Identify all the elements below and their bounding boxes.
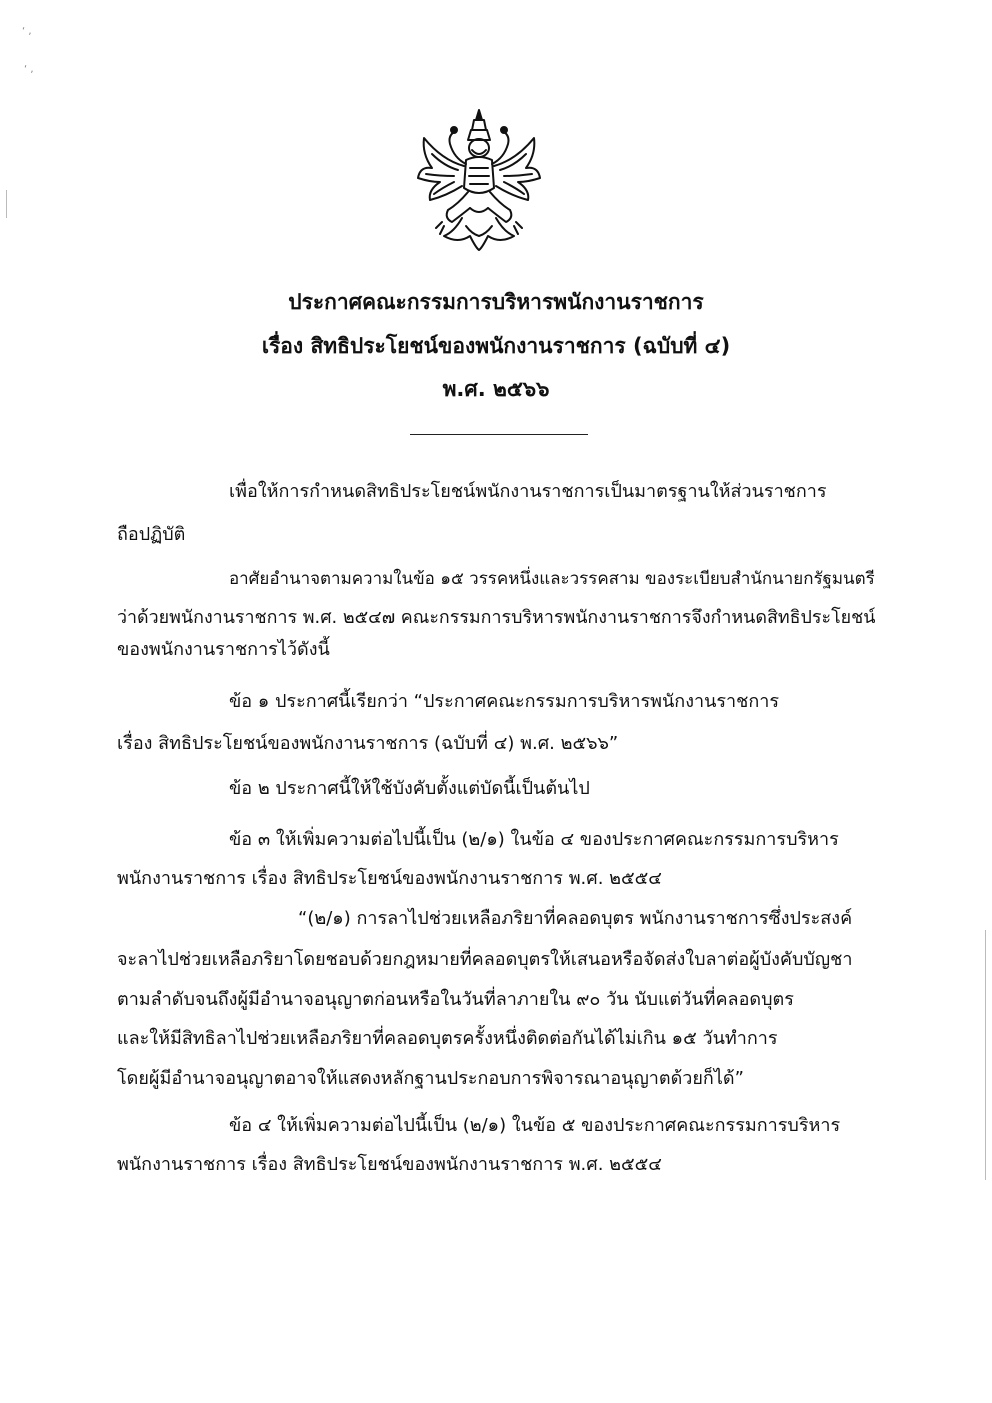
garuda-emblem-icon bbox=[414, 108, 544, 253]
quoted-text-line: “(๒/๑) การลาไปช่วยเหลือภริยาที่คลอดบุตร พนักงานราชการซึ่งประสงค์ bbox=[298, 908, 853, 929]
authority-line: ว่าด้วยพนักงานราชการ พ.ศ. ๒๕๔๗ คณะกรรมการบริหารพนักงานราชการจึงกำหนดสิทธิประโยชน์ bbox=[117, 607, 876, 628]
scan-edge-line bbox=[6, 190, 7, 218]
authority-line: ของพนักงานราชการไว้ดังนี้ bbox=[117, 639, 330, 660]
title-divider bbox=[410, 434, 588, 435]
clause-3-line: พนักงานราชการ เรื่อง สิทธิประโยชน์ของพนักงานราชการ พ.ศ. ๒๕๕๔ bbox=[117, 868, 662, 889]
quoted-text-line: และให้มีสิทธิลาไปช่วยเหลือภริยาที่คลอดบุตรครั้งหนึ่งติดต่อกันได้ไม่เกิน ๑๕ วันทำการ bbox=[117, 1028, 778, 1049]
quoted-text-line: ตามลำดับจนถึงผู้มีอำนาจอนุญาตก่อนหรือในวันที่ลาภายใน ๙๐ วัน นับแต่วันที่คลอดบุตร bbox=[117, 989, 794, 1010]
clause-3-line: ข้อ ๓ ให้เพิ่มความต่อไปนี้เป็น (๒/๑) ในข้อ ๔ ของประกาศคณะกรรมการบริหาร bbox=[229, 829, 839, 850]
authority-line: อาศัยอำนาจตามความในข้อ ๑๕ วรรคหนึ่งและวรรคสาม ของระเบียบสำนักนายกรัฐมนตรี bbox=[229, 568, 875, 588]
clause-1-line: เรื่อง สิทธิประโยชน์ของพนักงานราชการ (ฉบับที่ ๔) พ.ศ. ๒๕๖๖” bbox=[117, 733, 619, 754]
quoted-text-line: โดยผู้มีอำนาจอนุญาตอาจให้แสดงหลักฐานประกอบการพิจารณาอนุญาตด้วยก็ได้” bbox=[117, 1068, 744, 1089]
preamble-line: ถือปฏิบัติ bbox=[117, 524, 186, 545]
clause-4-line: ข้อ ๔ ให้เพิ่มความต่อไปนี้เป็น (๒/๑) ในข้อ ๕ ของประกาศคณะกรรมการบริหาร bbox=[229, 1115, 841, 1136]
clause-2-line: ข้อ ๒ ประกาศนี้ให้ใช้บังคับตั้งแต่บัดนี้เป็นต้นไป bbox=[229, 778, 590, 799]
announcement-subject: เรื่อง สิทธิประโยชน์ของพนักงานราชการ (ฉบับที่ ๔) bbox=[261, 334, 731, 358]
quoted-text-line: จะลาไปช่วยเหลือภริยาโดยชอบด้วยกฎหมายที่คลอดบุตรให้เสนอหรือจัดส่งใบลาต่อผู้บังคับบัญชา bbox=[117, 949, 853, 970]
clause-1-line: ข้อ ๑ ประกาศนี้เรียกว่า “ประกาศคณะกรรมการบริหารพนักงานราชการ bbox=[229, 691, 780, 712]
announcement-title: ประกาศคณะกรรมการบริหารพนักงานราชการ bbox=[288, 290, 704, 314]
clause-4-line: พนักงานราชการ เรื่อง สิทธิประโยชน์ของพนักงานราชการ พ.ศ. ๒๕๕๔ bbox=[117, 1154, 662, 1175]
scan-mark: ‘ , bbox=[22, 26, 32, 37]
preamble-line: เพื่อให้การกำหนดสิทธิประโยชน์พนักงานราชการเป็นมาตรฐานให้ส่วนราชการ bbox=[229, 481, 827, 502]
scan-edge-line bbox=[985, 930, 986, 1180]
announcement-year: พ.ศ. ๒๕๖๖ bbox=[442, 377, 550, 401]
scan-mark: ‘ , bbox=[24, 64, 34, 75]
